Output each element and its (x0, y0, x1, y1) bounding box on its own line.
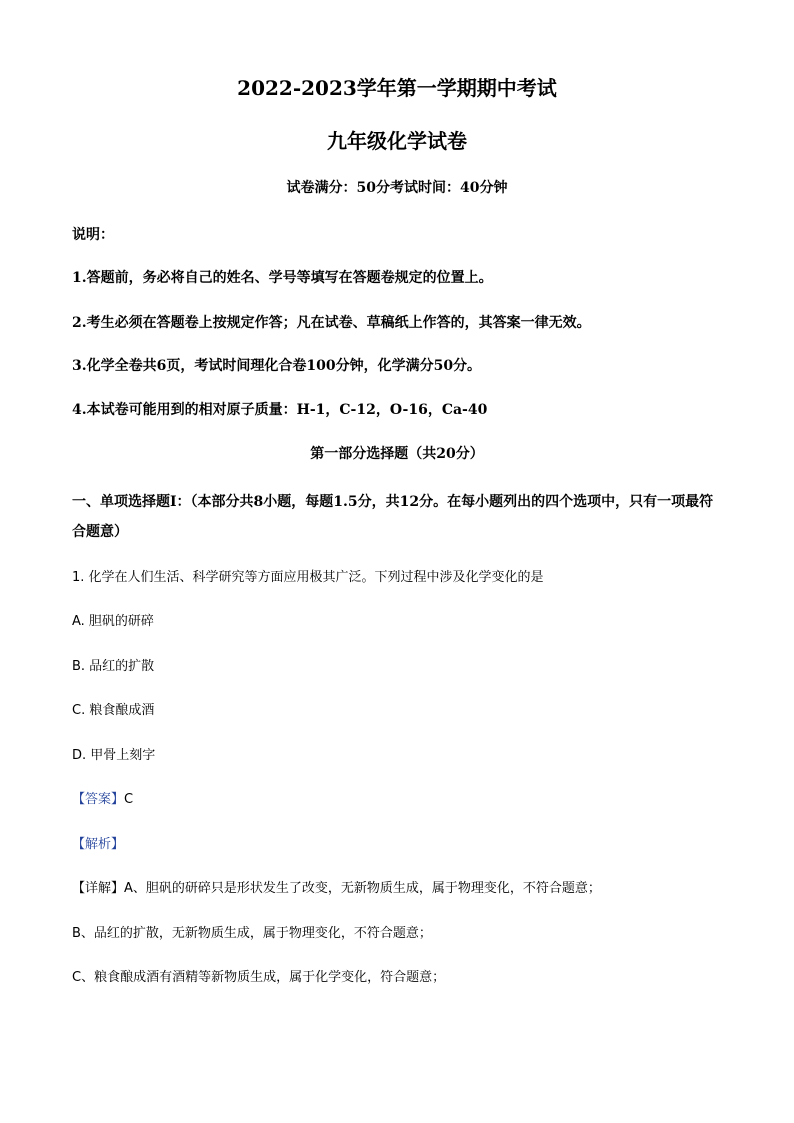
detail-text-1: A、胆矾的研碎只是形状发生了改变，无新物质生成，属于物理变化，不符合题意； (124, 881, 601, 896)
option-a: A. 胆矾的研碎 (72, 614, 154, 629)
detail-line-3: C、粮食酿成酒有酒精等新物质生成，属于化学变化，符合题意； (72, 970, 446, 985)
analysis-line (72, 833, 124, 852)
instruction-item-4: 4.本试卷可能用到的相对原子质量：H-1，C-12，O-16，Ca-40 (72, 402, 488, 418)
instruction-item-3: 3.化学全卷共6页，考试时间理化合卷100分钟，化学满分50分。 (72, 358, 482, 374)
answer-line (72, 788, 133, 807)
exam-subtitle: 九年级化学试卷 (327, 129, 467, 153)
analysis-tag: 【解析】 (72, 837, 125, 852)
section-heading: 一、单项选择题Ⅰ：（本部分共8小题，每题1.5分，共12分。在每小题列出的四个选项中，只有一项最符合题意） (72, 494, 714, 540)
part-title: 第一部分选择题（共20分） (310, 446, 484, 462)
option-c: C. 粮食酿成酒 (72, 703, 155, 718)
question-stem: 1. 化学在人们生活、科学研究等方面应用极其广泛。下列过程中涉及化学变化的是 (72, 570, 544, 585)
detail-line-2: B、品红的扩散，无新物质生成，属于物理变化，不符合题意； (72, 926, 432, 941)
instruction-item-1: 1.答题前，务必将自己的姓名、学号等填写在答题卷规定的位置上。 (72, 270, 493, 286)
answer-value: C (124, 792, 134, 807)
detail-line-1 (72, 877, 601, 896)
option-d: D. 甲骨上刻字 (72, 748, 156, 763)
instruction-item-2: 2.考生必须在答题卷上按规定作答；凡在试卷、草稿纸上作答的，其答案一律无效。 (72, 315, 591, 331)
exam-meta: 试卷满分：50分考试时间：40分钟 (286, 180, 508, 196)
detail-tag: 【详解】 (72, 881, 125, 896)
instructions-heading: 说明： (72, 227, 114, 243)
answer-tag: 【答案】 (72, 792, 125, 807)
option-b: B. 品红的扩散 (72, 659, 155, 674)
exam-title: 2022-2023学年第一学期期中考试 (237, 76, 557, 100)
